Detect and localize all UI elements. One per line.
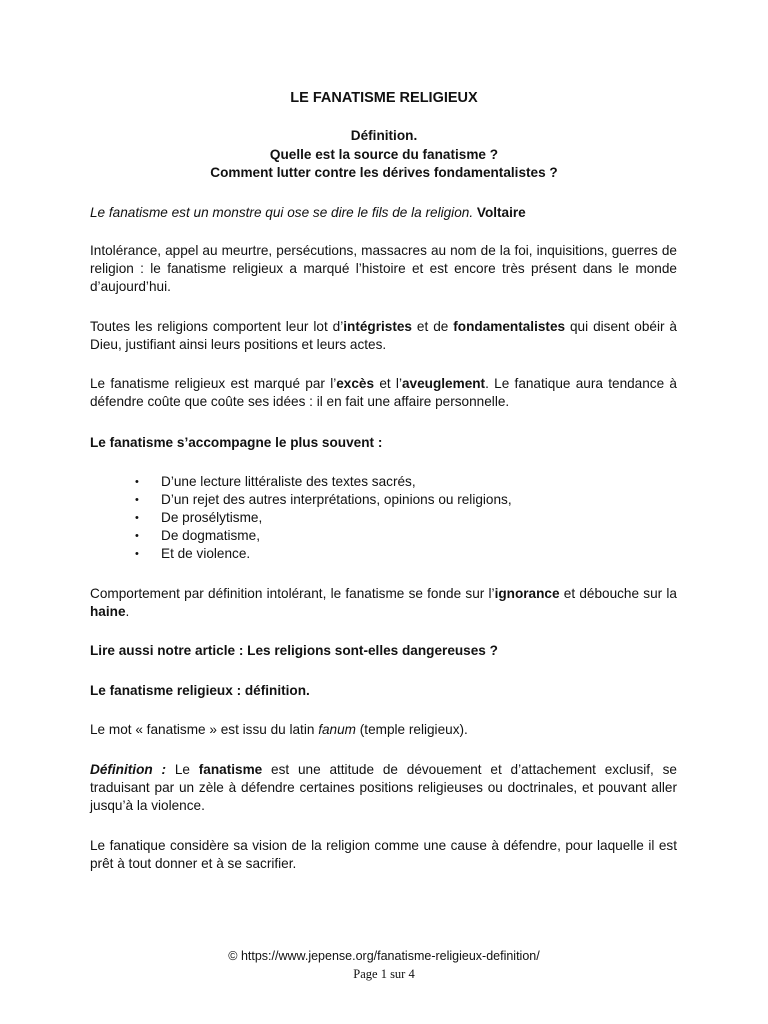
footer-url[interactable]: © https://www.jepense.org/fanatisme-religieux-definition/ [228,949,540,963]
bullet-icon: • [135,512,139,524]
bullet-list [135,473,512,563]
paragraph-integristes: Toutes les religions comportent leur lot d’intégristes et de fondamentalistes qui disent obéir à Dieu, justifiant ainsi leurs positions et leurs actes. [90,319,677,352]
paragraph-ignorance: Comportement par définition intolérant, le fanatisme se fonde sur l’ignorance et débouche sur la haine. [90,586,677,619]
read-also-link[interactable]: Lire aussi notre article : Les religions sont-elles dangereuses ? [90,643,498,658]
paragraph-etymology: Le mot « fanatisme » est issu du latin fanum (temple religieux). [90,722,468,737]
heading-definition: Le fanatisme religieux : définition. [90,683,310,698]
voltaire-quote [90,204,677,222]
subtitle-source: Quelle est la source du fanatisme ? [269,147,499,162]
list-item: • Et de violence. [135,546,251,561]
footer-page-number: Page 1 sur 4 [353,967,415,981]
heading-accompagne: Le fanatisme s’accompagne le plus souvent : [90,435,383,450]
bullet-icon: • [135,530,139,542]
paragraph-exces: Le fanatisme religieux est marqué par l’excès et l’aveuglement. Le fanatique aura tendance à défendre coûte que coûte ses idées : il en fait une affaire personnelle. [90,376,677,409]
bullet-icon: • [135,494,139,506]
subtitle-definition: Définition. [350,128,418,143]
paragraph-intolerance: Intolérance, appel au meurtre, persécutions, massacres au nom de la foi, inquisitions, guerres de religion : le fanatisme religieux a marqué l’histoire et est encore très présent dans le monde d’aujourd’hui. [90,243,677,294]
paragraph-fanatique: Le fanatique considère sa vision de la religion comme une cause à défendre, pour laquelle il est prêt à tout donner et à se sacrifier. [90,838,677,871]
definition-label: Définition : [90,762,167,777]
list-item: • D’une lecture littéraliste des textes sacrés, [135,474,416,489]
subtitle-lutter: Comment lutter contre les dérives fondamentalistes ? [210,165,558,180]
bullet-icon: • [135,476,139,488]
list-item: • De prosélytisme, [135,510,263,525]
bullet-icon: • [135,548,139,560]
paragraph-definition: Définition : Le fanatisme est une attitude de dévouement et d’attachement exclusif, se traduisant par un zèle à défendre certaines positions religieuses ou doctrinales, et pouvant aller jusqu’à la violence. [90,762,677,813]
list-item: • D’un rejet des autres interprétations, opinions ou religions, [135,492,512,507]
list-item: • De dogmatisme, [135,528,260,543]
quote-author: Voltaire [476,205,526,220]
document-title: LE FANATISME RELIGIEUX [290,90,478,106]
quote-text: Le fanatisme est un monstre qui ose se dire le fils de la religion. [90,205,474,220]
